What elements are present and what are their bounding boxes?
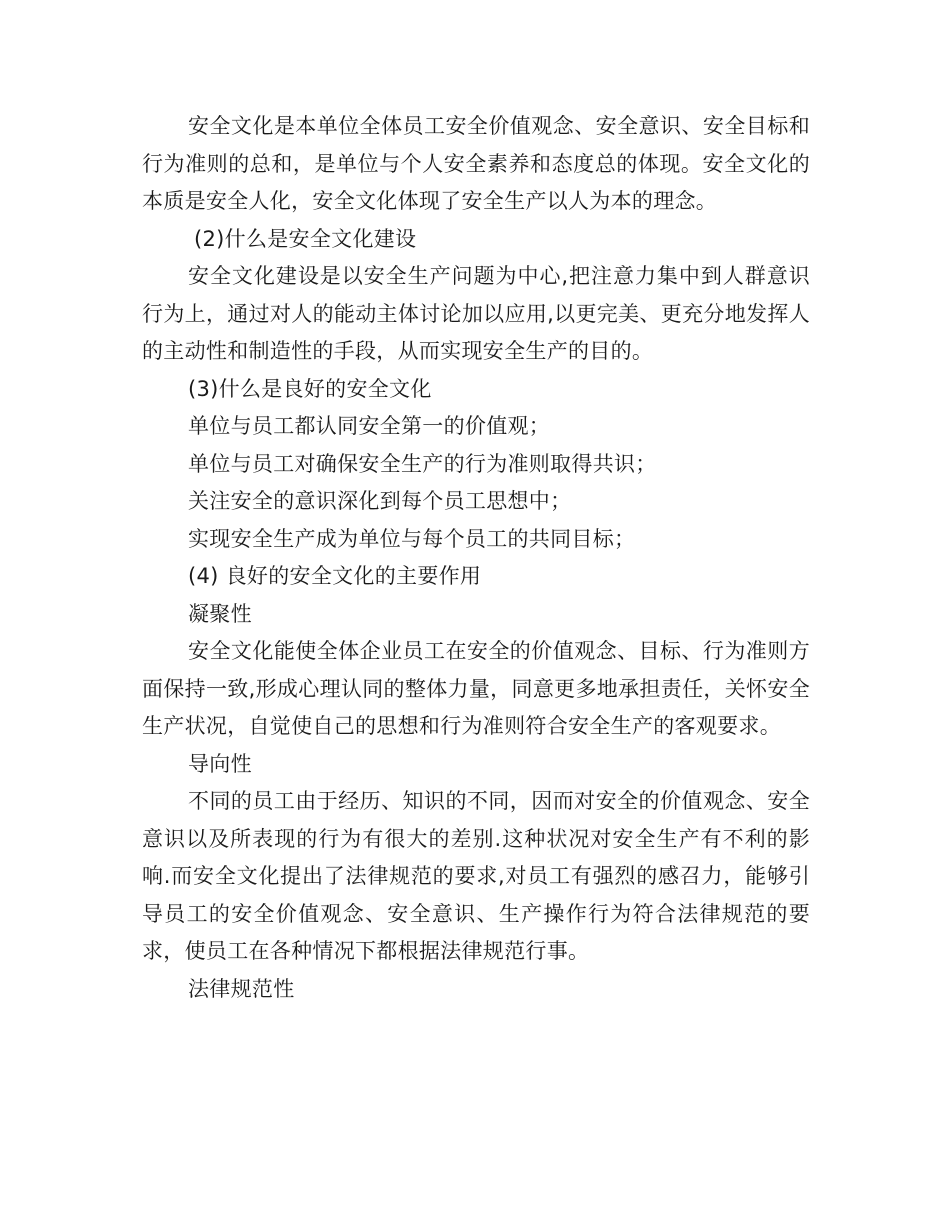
- list-item-consensus: 单位与员工对确保安全生产的行为准则取得共识；: [188, 451, 657, 476]
- heading-3-good-culture: (3)什么是良好的安全文化: [188, 376, 432, 401]
- list-item-common-goal: 实现安全生产成为单位与每个员工的共同目标；: [188, 526, 636, 551]
- heading-legal-norms: 法律规范性: [188, 976, 295, 1001]
- list-item-safety-first: 单位与员工都认同安全第一的价值观；: [188, 414, 551, 438]
- heading-cohesion: 凝聚性: [188, 601, 252, 626]
- heading-2-culture-building: (2)什么是安全文化建设: [194, 226, 417, 251]
- paragraph-culture-building: 安全文化建设是以安全生产问题为中心,把注意力集中到人群意识行为上，通过对人的能动主体讨论加以应用,以更完美、更充分地发挥人的主动性和制造性的手段，从而实现安全生产的目的。: [142, 264, 810, 363]
- paragraph-safety-culture-definition: 安全文化是本单位全体员工安全价值观念、安全意识、安全目标和行为准则的总和，是单位与个人安全素养和态度总的体现。安全文化的本质是安全人化，安全文化体现了安全生产以人为本的理念。: [142, 114, 810, 213]
- paragraph-guidance: 不同的员工由于经历、知识的不同，因而对安全的价值观念、安全意识以及所表现的行为有很大的差别.这种状况对安全生产有不利的影响.而安全文化提出了法律规范的要求,对员工有强烈的感召力，能够引导员工的安全价值观念、安全意识、生产操作行为符合法律规范的要求，使员工在各种情况下都根据法律规范行事。: [142, 789, 810, 963]
- document-body: [142, 108, 810, 1008]
- heading-guidance: 导向性: [188, 751, 252, 776]
- heading-4-main-roles: (4) 良好的安全文化的主要作用: [188, 564, 482, 588]
- list-item-awareness: 关注安全的意识深化到每个员工思想中；: [188, 489, 572, 513]
- paragraph-cohesion: 安全文化能使全体企业员工在安全的价值观念、目标、行为准则方面保持一致,形成心理认同的整体力量，同意更多地承担责任，关怀安全生产状况，自觉使自己的思想和行为准则符合安全生产的客观要求。: [142, 639, 810, 738]
